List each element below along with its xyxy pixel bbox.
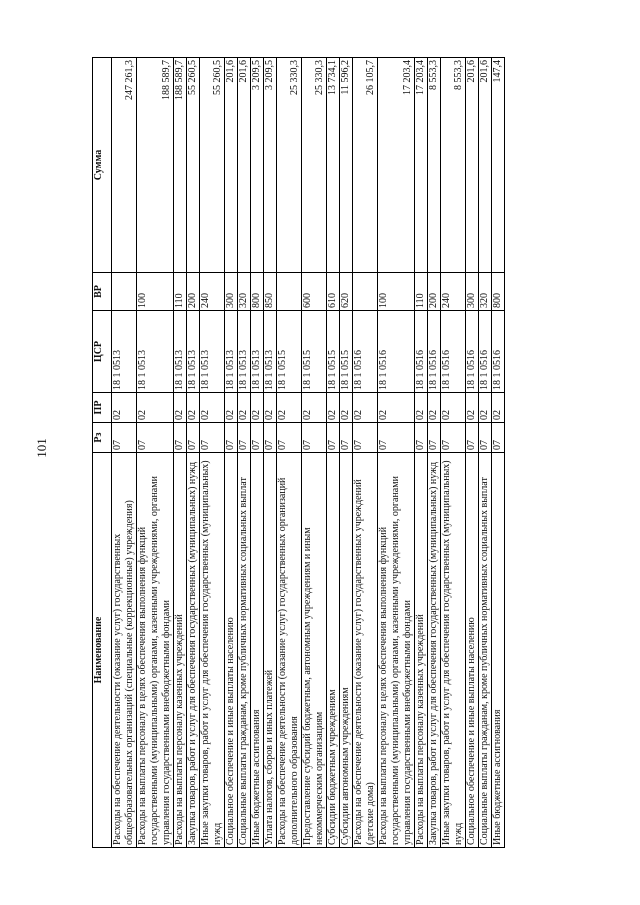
table-row — [277, 58, 302, 848]
row-name: Расходы на обеспечение деятельности (оказание услуг) государственных учреждений (детские дома) — [353, 453, 378, 848]
row-sum: 25 330,3 — [302, 58, 327, 273]
table-row — [225, 58, 238, 848]
row-rz: 07 — [264, 423, 277, 453]
row-pr: 02 — [264, 393, 277, 423]
row-rz: 07 — [238, 423, 251, 453]
row-name: Расходы на обеспечение деятельности (оказание услуг) государственных общеобразовательных организаций (специальные (коррекционные) учреждения) — [112, 453, 137, 848]
row-sum: 201,6 — [238, 58, 251, 273]
header-pr: ПР — [93, 393, 112, 423]
row-vr — [277, 273, 302, 311]
row-vr: 600 — [302, 273, 327, 311]
row-csr: 18 1 0516 — [353, 311, 378, 393]
header-name: Наименование — [93, 453, 112, 848]
row-csr: 18 1 0513 — [251, 311, 264, 393]
row-vr: 100 — [137, 273, 174, 311]
row-pr: 02 — [187, 393, 200, 423]
row-rz: 07 — [327, 423, 340, 453]
row-pr: 02 — [466, 393, 479, 423]
row-sum: 55 260,5 — [200, 58, 225, 273]
row-rz: 07 — [112, 423, 137, 453]
row-name: Уплата налогов, сборов и иных платежей — [264, 453, 277, 848]
row-name: Расходы на выплаты персоналу казенных учреждений — [415, 453, 428, 848]
row-vr: 110 — [415, 273, 428, 311]
table-row — [492, 58, 505, 848]
budget-table — [92, 57, 505, 848]
row-vr: 200 — [187, 273, 200, 311]
header-sum: Сумма — [93, 58, 112, 273]
table-row — [187, 58, 200, 848]
row-sum: 201,6 — [225, 58, 238, 273]
table-row — [238, 58, 251, 848]
row-vr: 100 — [378, 273, 415, 311]
row-name: Иные закупки товаров, работ и услуг для обеспечения государственных (муниципальных) нужд — [441, 453, 466, 848]
row-sum: 55 260,5 — [187, 58, 200, 273]
row-name: Расходы на выплаты персоналу в целях обеспечения выполнения функций государственными (муниципальными) органами, казенными учреждениями, органами управления государственными внебюджетными фондами — [137, 453, 174, 848]
table-row — [264, 58, 277, 848]
row-pr: 02 — [225, 393, 238, 423]
row-vr: 800 — [492, 273, 505, 311]
row-csr: 18 1 0515 — [340, 311, 353, 393]
row-rz: 07 — [137, 423, 174, 453]
table-row — [466, 58, 479, 848]
row-name: Иные бюджетные ассигнования — [251, 453, 264, 848]
row-csr: 18 1 0513 — [112, 311, 137, 393]
row-rz: 07 — [353, 423, 378, 453]
row-pr: 02 — [327, 393, 340, 423]
row-sum: 147,4 — [492, 58, 505, 273]
row-pr: 02 — [112, 393, 137, 423]
row-vr: 620 — [340, 273, 353, 311]
row-rz: 07 — [428, 423, 441, 453]
row-vr — [353, 273, 378, 311]
page-number: 101 — [34, 438, 49, 458]
row-sum: 201,6 — [466, 58, 479, 273]
row-name: Расходы на выплаты персоналу в целях обеспечения выполнения функций государственными (муниципальными) органами, казенными учреждениями, органами управления государственными внебюджетными фондами — [378, 453, 415, 848]
row-sum: 3 209,5 — [251, 58, 264, 273]
row-pr: 02 — [251, 393, 264, 423]
row-name: Предоставление субсидий бюджетным, автономным учреждениям и иным некоммерческим организациям — [302, 453, 327, 848]
row-rz: 07 — [441, 423, 466, 453]
row-csr: 18 1 0513 — [174, 311, 187, 393]
row-rz: 07 — [277, 423, 302, 453]
table-row — [479, 58, 492, 848]
table-row — [174, 58, 187, 848]
row-rz: 07 — [251, 423, 264, 453]
row-csr: 18 1 0513 — [137, 311, 174, 393]
row-name: Социальные выплаты гражданам, кроме публичных нормативных социальных выплат — [479, 453, 492, 848]
row-csr: 18 1 0513 — [225, 311, 238, 393]
row-rz: 07 — [200, 423, 225, 453]
table-row — [112, 58, 137, 848]
row-sum: 188 589,7 — [174, 58, 187, 273]
row-vr: 200 — [428, 273, 441, 311]
row-pr: 02 — [492, 393, 505, 423]
row-sum: 201,6 — [479, 58, 492, 273]
table-row — [378, 58, 415, 848]
row-vr: 240 — [200, 273, 225, 311]
table-row — [137, 58, 174, 848]
row-vr: 850 — [264, 273, 277, 311]
row-vr: 240 — [441, 273, 466, 311]
table-row — [200, 58, 225, 848]
row-rz: 07 — [378, 423, 415, 453]
row-csr: 18 1 0515 — [327, 311, 340, 393]
row-rz: 07 — [479, 423, 492, 453]
row-sum: 25 330,3 — [277, 58, 302, 273]
row-sum: 3 209,5 — [264, 58, 277, 273]
row-csr: 18 1 0516 — [428, 311, 441, 393]
row-pr: 02 — [479, 393, 492, 423]
row-pr: 02 — [238, 393, 251, 423]
row-sum: 26 105,7 — [353, 58, 378, 273]
row-csr: 18 1 0515 — [277, 311, 302, 393]
row-name: Субсидии бюджетным учреждениям — [327, 453, 340, 848]
row-name: Расходы на обеспечение деятельности (оказание услуг) государственных организаций дополнительного образования — [277, 453, 302, 848]
table-row — [428, 58, 441, 848]
row-sum: 11 596,2 — [340, 58, 353, 273]
row-rz: 07 — [415, 423, 428, 453]
row-pr: 02 — [441, 393, 466, 423]
header-csr: ЦСР — [93, 311, 112, 393]
row-name: Расходы на выплаты персоналу казенных учреждений — [174, 453, 187, 848]
table-row — [340, 58, 353, 848]
row-rz: 07 — [225, 423, 238, 453]
row-pr: 02 — [378, 393, 415, 423]
row-csr: 18 1 0516 — [466, 311, 479, 393]
row-vr: 800 — [251, 273, 264, 311]
row-sum: 17 203,4 — [415, 58, 428, 273]
row-sum: 188 589,7 — [137, 58, 174, 273]
header-vr: ВР — [93, 273, 112, 311]
table-row — [353, 58, 378, 848]
row-vr: 320 — [238, 273, 251, 311]
row-vr: 610 — [327, 273, 340, 311]
row-name: Закупка товаров, работ и услуг для обеспечения государственных (муниципальных) нужд — [187, 453, 200, 848]
table-row — [441, 58, 466, 848]
row-pr: 02 — [302, 393, 327, 423]
row-rz: 07 — [340, 423, 353, 453]
row-rz: 07 — [174, 423, 187, 453]
table-row — [415, 58, 428, 848]
table-row — [302, 58, 327, 848]
row-csr: 18 1 0516 — [492, 311, 505, 393]
row-pr: 02 — [428, 393, 441, 423]
row-sum: 13 734,1 — [327, 58, 340, 273]
row-name: Иные закупки товаров, работ и услуг для обеспечения государственных (муниципальных) нужд — [200, 453, 225, 848]
row-pr: 02 — [137, 393, 174, 423]
row-pr: 02 — [340, 393, 353, 423]
budget-table-rotated — [92, 58, 552, 848]
row-csr: 18 1 0513 — [264, 311, 277, 393]
header-rz: Рз — [93, 423, 112, 453]
row-rz: 07 — [466, 423, 479, 453]
row-pr: 02 — [174, 393, 187, 423]
row-name: Субсидии автономным учреждениям — [340, 453, 353, 848]
row-rz: 07 — [187, 423, 200, 453]
row-sum: 17 203,4 — [378, 58, 415, 273]
row-pr: 02 — [415, 393, 428, 423]
row-csr: 18 1 0515 — [302, 311, 327, 393]
row-name: Иные бюджетные ассигнования — [492, 453, 505, 848]
row-csr: 18 1 0513 — [187, 311, 200, 393]
row-rz: 07 — [302, 423, 327, 453]
row-pr: 02 — [200, 393, 225, 423]
row-csr: 18 1 0513 — [200, 311, 225, 393]
row-name: Социальные выплаты гражданам, кроме публичных нормативных социальных выплат — [238, 453, 251, 848]
row-vr — [112, 273, 137, 311]
row-csr: 18 1 0513 — [238, 311, 251, 393]
table-row — [327, 58, 340, 848]
row-pr: 02 — [353, 393, 378, 423]
row-pr: 02 — [277, 393, 302, 423]
row-csr: 18 1 0516 — [479, 311, 492, 393]
row-csr: 18 1 0516 — [441, 311, 466, 393]
row-csr: 18 1 0516 — [378, 311, 415, 393]
row-vr: 110 — [174, 273, 187, 311]
row-csr: 18 1 0516 — [415, 311, 428, 393]
table-row — [251, 58, 264, 848]
row-name: Закупка товаров, работ и услуг для обеспечения государственных (муниципальных) нужд — [428, 453, 441, 848]
row-name: Социальное обеспечение и иные выплаты населению — [225, 453, 238, 848]
row-sum: 8 553,3 — [441, 58, 466, 273]
row-vr: 300 — [466, 273, 479, 311]
row-sum: 8 553,3 — [428, 58, 441, 273]
row-vr: 320 — [479, 273, 492, 311]
row-rz: 07 — [492, 423, 505, 453]
table-body — [112, 58, 505, 848]
row-vr: 300 — [225, 273, 238, 311]
row-name: Социальное обеспечение и иные выплаты населению — [466, 453, 479, 848]
table-header-row — [93, 58, 112, 848]
row-sum: 247 261,3 — [112, 58, 137, 273]
